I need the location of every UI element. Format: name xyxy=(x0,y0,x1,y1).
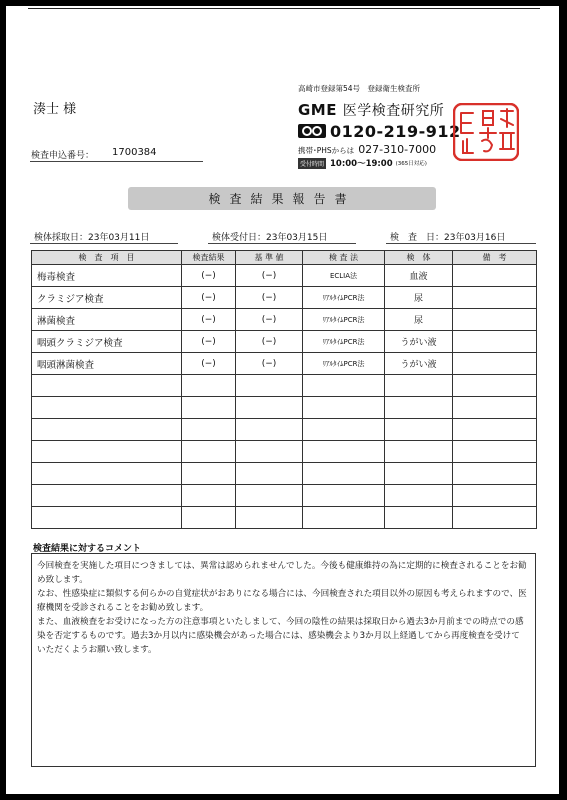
cell-method: ﾘｱﾙﾀｲﾑPCR法 xyxy=(303,287,385,309)
mobile-number[interactable]: 027-310-7000 xyxy=(358,143,437,156)
empty-cell xyxy=(236,507,303,529)
empty-row xyxy=(32,507,537,529)
cell-method: ﾘｱﾙﾀｲﾑPCR法 xyxy=(303,309,385,331)
cell-result: (−) xyxy=(182,287,236,309)
empty-cell xyxy=(453,397,537,419)
empty-cell xyxy=(182,507,236,529)
empty-cell xyxy=(32,441,182,463)
comment-text xyxy=(37,559,527,657)
cell-reference: (−) xyxy=(236,353,303,375)
empty-cell xyxy=(303,419,385,441)
empty-cell xyxy=(303,463,385,485)
mobile-label: 携帯･PHSからは xyxy=(298,146,355,155)
table-row xyxy=(32,287,537,309)
empty-cell xyxy=(385,419,453,441)
received-date-underline xyxy=(208,243,356,244)
cell-reference: (−) xyxy=(236,265,303,287)
cell-note xyxy=(453,309,537,331)
empty-cell xyxy=(236,375,303,397)
hours-badge: 受付時間 xyxy=(298,158,326,169)
cell-method: ﾘｱﾙﾀｲﾑPCR法 xyxy=(303,331,385,353)
company-seal-stamp xyxy=(453,103,519,161)
cell-specimen: うがい液 xyxy=(385,353,453,375)
collection-date-underline xyxy=(30,243,178,244)
empty-cell xyxy=(236,463,303,485)
header-specimen: 検 体 xyxy=(385,251,453,265)
header-item: 検 査 項 目 xyxy=(32,251,182,265)
cell-specimen: うがい液 xyxy=(385,331,453,353)
header-method: 検 査 法 xyxy=(303,251,385,265)
top-rule xyxy=(28,8,540,9)
lab-registration: 高崎市登録第54号 登録衛生検査所 xyxy=(298,84,421,93)
hours-note: (365日対応) xyxy=(395,161,427,167)
toll-free-number[interactable]: 0120-219-912 xyxy=(330,121,461,141)
comment-box xyxy=(31,553,536,767)
cell-item: 淋菌検査 xyxy=(32,309,182,331)
toll-free-row xyxy=(298,121,461,141)
empty-cell xyxy=(453,507,537,529)
empty-cell xyxy=(303,375,385,397)
cell-note xyxy=(453,353,537,375)
table-header-row xyxy=(32,251,537,265)
cell-item: 梅毒検査 xyxy=(32,265,182,287)
cell-method: ﾘｱﾙﾀｲﾑPCR法 xyxy=(303,353,385,375)
business-hours-row xyxy=(298,157,427,169)
empty-row xyxy=(32,485,537,507)
empty-cell xyxy=(32,419,182,441)
comment-label: 検査結果に対するコメント xyxy=(33,544,142,554)
cell-result: (−) xyxy=(182,331,236,353)
lab-full-name: 医学検査研究所 xyxy=(342,103,445,119)
empty-row xyxy=(32,419,537,441)
empty-cell xyxy=(236,441,303,463)
empty-cell xyxy=(453,441,537,463)
empty-row xyxy=(32,397,537,419)
empty-cell xyxy=(385,507,453,529)
cell-result: (−) xyxy=(182,265,236,287)
empty-cell xyxy=(182,375,236,397)
table-row xyxy=(32,265,537,287)
cell-result: (−) xyxy=(182,309,236,331)
cell-reference: (−) xyxy=(236,309,303,331)
application-number-label: 検査申込番号： xyxy=(31,151,95,161)
empty-cell xyxy=(236,485,303,507)
empty-cell xyxy=(453,463,537,485)
comment-paragraph: また、血液検査をお受けになった方の注意事項といたしまして、今回の陰性の結果は採取日から過去3か月前までの時点での感染を否定するものです。過去3か月以内に感染機会があった場合には、感染機会より3か月以上経過してから再度検査を受けていただくようお願い致します。 xyxy=(37,617,524,655)
header-result: 検査結果 xyxy=(182,251,236,265)
table-row xyxy=(32,353,537,375)
empty-cell xyxy=(32,397,182,419)
received-date: 検体受付日：23年03月15日 xyxy=(212,233,328,243)
empty-cell xyxy=(385,375,453,397)
empty-cell xyxy=(182,441,236,463)
cell-method: ECLIA法 xyxy=(303,265,385,287)
cell-item: 咽頭クラミジア検査 xyxy=(32,331,182,353)
cell-specimen: 尿 xyxy=(385,287,453,309)
empty-cell xyxy=(303,507,385,529)
table-row xyxy=(32,331,537,353)
cell-note xyxy=(453,331,537,353)
empty-cell xyxy=(453,375,537,397)
cell-item: クラミジア検査 xyxy=(32,287,182,309)
empty-row xyxy=(32,441,537,463)
empty-cell xyxy=(385,463,453,485)
empty-cell xyxy=(182,485,236,507)
empty-cell xyxy=(236,397,303,419)
comment-paragraph: なお、性感染症に類似する何らかの自覚症状がおありになる場合には、今回検査された項目以外の原因も考えられますので、医療機関を受診されることをお勧め致します。 xyxy=(37,589,527,613)
empty-cell xyxy=(385,441,453,463)
recipient-name: 湊士 様 xyxy=(33,102,77,117)
empty-cell xyxy=(32,507,182,529)
collection-date: 検体採取日：23年03月11日 xyxy=(34,233,150,243)
header-reference: 基 準 値 xyxy=(236,251,303,265)
cell-specimen: 血液 xyxy=(385,265,453,287)
hours-time: 10:00～19:00 xyxy=(330,159,393,169)
free-dial-icon xyxy=(298,124,326,138)
empty-cell xyxy=(385,397,453,419)
lab-brand: GME xyxy=(298,101,337,119)
cell-specimen: 尿 xyxy=(385,309,453,331)
empty-cell xyxy=(32,485,182,507)
cell-reference: (−) xyxy=(236,331,303,353)
test-date: 検 査 日：23年03月16日 xyxy=(390,233,506,243)
empty-cell xyxy=(32,463,182,485)
empty-cell xyxy=(32,375,182,397)
empty-cell xyxy=(385,485,453,507)
header-note: 備 考 xyxy=(453,251,537,265)
application-underline xyxy=(30,161,203,162)
mobile-phone-row xyxy=(298,143,436,156)
empty-cell xyxy=(453,485,537,507)
empty-cell xyxy=(303,485,385,507)
application-number: 1700384 xyxy=(112,147,157,158)
results-table xyxy=(31,250,537,529)
comment-paragraph: 今回検査を実施した項目につきましては、異常は認められませんでした。今後も健康維持の為に定期的に検査されることをお勧め致します。 xyxy=(37,561,527,585)
cell-reference: (−) xyxy=(236,287,303,309)
table-row xyxy=(32,309,537,331)
empty-row xyxy=(32,463,537,485)
empty-cell xyxy=(182,419,236,441)
empty-row xyxy=(32,375,537,397)
results-body xyxy=(32,265,537,529)
cell-item: 咽頭淋菌検査 xyxy=(32,353,182,375)
empty-cell xyxy=(303,397,385,419)
empty-cell xyxy=(303,441,385,463)
test-date-underline xyxy=(386,243,536,244)
empty-cell xyxy=(182,397,236,419)
cell-note xyxy=(453,265,537,287)
cell-result: (−) xyxy=(182,353,236,375)
empty-cell xyxy=(236,419,303,441)
empty-cell xyxy=(453,419,537,441)
report-title: 検査結果報告書 xyxy=(128,187,436,210)
empty-cell xyxy=(182,463,236,485)
cell-note xyxy=(453,287,537,309)
lab-name xyxy=(298,100,444,120)
